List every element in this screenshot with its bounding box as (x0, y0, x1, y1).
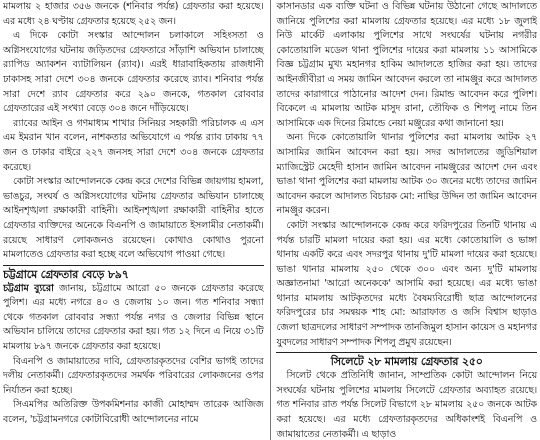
right-paragraph-3: কোটা সংস্কার আন্দোলনকে কেন্দ্র করে ফরিদপুরের তিনটি থানায় এ পর্যন্ত চারটি মামলা দায়ের করা হয়। এর মধ্যে কোতোয়ালি ও ভাঙ্গা থানায় একটি করে এবং সদরপুর থানায় দু'টি মামলা দায়ের করা হয়েছে। ভাঙা থানার মামলায় ২৫০ থেকে ৩০০ এবং অন্য দু'টি মামলায় অজ্ঞাতনামা 'আরো অনেককে' আসামি করা হয়েছে। এর মধ্যে ভাঙা থানার মামলায় আটকৃতদের মধ্যে বৈষম্যবিরোধী ছাত্র আন্দোলনের ফরিদপুরের চার সমন্বয়ক শাহ মো: আরাফাত ও জসি বিশ্বাস ছাড়াও জেলা ছাত্রদলের সাধারণ সম্পাদক তানজিমুল হাসান কায়েস ও মহানগর যুবদলের সাধারণ সম্পাদক শিপলু প্রমুখ রয়েছেন। (276, 219, 537, 348)
column-divider (270, 0, 271, 440)
section-paragraph-2: বিএনপি ও জামায়াতের দাবি, গ্রেফতারকৃতদের বেশির ভাগই তাদের দলীয় নেতাকর্মী। গ্রেফতারকৃতদের সমর্থক পরিবারের লোকজনের ওপর নির্যাতন করা হচ্ছে। (3, 355, 264, 396)
section-heading-chattogram: চট্টগ্রামে গ্রেফতার বেড়ে ৮৯৭ (3, 267, 129, 281)
section-paragraph-1 (3, 282, 264, 355)
section-paragraph-3: সিএমপির অতিরিক্ত উপকমিশনার কাজী মোহাম্মদ তারেক আজিজ বলেন, 'চট্টগ্রামনগরে কোটাবিরোধী আন্দোলনের নামে (3, 399, 264, 426)
dateline: চট্টগ্রাম ব্যুরো (3, 282, 54, 294)
right-paragraph-2: অন্য দিকে কোতোয়ালি থানার পুলিশের করা মামলায় আটক ২৭ আসামির জামিন আবেদন করা হয়। সদর আদালতের জুডিশিয়াল ম্যাজিস্ট্রেট মেহেদী হাসান জামিন আবেদন নামঞ্জুরের আদেশ দেন এবং ভাঙা থানা পুলিশের করা মামলায় আটক ৩০ জনের মধ্যে তাদের জামিন আবেদন করলে আদালত বিচারক মো: নাছির উদ্দিন তা জামিন আবেদন নামঞ্জুর করেন। (276, 132, 537, 217)
left-paragraph-4: কোটা সংস্কার আন্দোলনকে কেন্দ্র করে দেশের বিভিন্ন জায়গায় হামলা, ভাঙচুর, সংঘর্ষ ও অগ্নিসংযোগের ঘটনায় গ্রেফতার অভিযান চালাচ্ছে আইনশৃঙ্খলা রক্ষাকারী বাহিনী। আইনশৃঙ্খলা রক্ষাকারী বাহিনীর হাতে গ্রেফতার ব্যক্তিদের অনেকে বিএনপি ও জামায়াতে ইসলামীর নেতাকর্মী। রয়েছে সাধারণ লোকজনও রয়েছেন। কোথাও কোথাও পুরনো মামলাতেও গ্রেফতার করা হচ্ছে বলে অভিযোগ পাওয়া গেছে। (3, 176, 264, 261)
section-rule-right (276, 352, 537, 353)
section-heading-sylhet: সিলেটে ২৮ মামলায় গ্রেফতার ২৫০ (330, 355, 483, 369)
left-column (3, 0, 268, 440)
left-paragraph-1: মামলায় ২ হাজার ৩৫৬ জনকে (শনিবার পর্যন্ত) গ্রেফতার করা হয়েছে। এর মধ্যে ২৪ ঘণ্টায় গ্রেফতার হয়েছে ২৫২ জন। (3, 1, 264, 27)
left-paragraph-2: এ দিকে কোটা সংস্কার আন্দোলন চলাকালে সহিংসতা ও অগ্নিসংযোগের ঘটনায় জড়িতদের গ্রেফতারে সাঁড়াশি অভিযান চালাচ্ছে র‍্যাপিড অ্যাকশন ব্যাটালিয়ন (র‍্যাব)। এরই ধারাবাহিকতায় রাজধানী ঢাকাসহ সারা দেশে ৩০৪ জনকে গ্রেফতার করেছে র‍্যাব। শনিবার পর্যন্ত সারা দেশে র‍্যাব গ্রেফতার করে ২৯০ জনকে, গতকাল রোববার গ্রেফতারের এই সংখ্যা বেড়ে ৩০৪ জনে দাঁড়িয়েছে। (3, 30, 264, 115)
right-paragraph-1: কাসানডার এক ব্যক্তি ঘটনা ও বিভিন্ন ঘটনায় উঠানো গেছে আদালতে জানিয়ে পুলিশের করা মামলায় গ্রেফতার হয়েছে। এর মধ্যে ১৮ জুলাই নিউ মার্কেট এলাকায় পুলিশের সাথে সংঘর্ষের ঘটনায় নগরীর কোতোয়ালি মডেল থানা পুলিশের দায়ের করা মামলায় ১১ আসামিকে বিজ্ঞ চট্টগ্রাম মুখ্য মহানগর হাকিম আদালতে হাজির করা হয়। তাদের আইনজীবীরা এ সময় জামিন আবেদন করলে তা নামঞ্জুর করে আদালত তাদের কারাগারে পাঠানোর আদেশ দেন। রিমান্ড আবেদন করে পুলিশ। বিকেলে এ মামলায় আটক মাসুদ রানা, তৌফিক ও শিপলু নামে তিন আসামিকে এক দিনের রিমান্ডে নেয়া মঞ্জুরের কথা জানানো হয়। (276, 1, 537, 129)
left-paragraph-3: র‍্যাবের আইন ও গণমাধ্যম শাখার সিনিয়র সহকারী পরিচালক এ এস এম ইমরান খান বলেন, নাশকতার অভিযোগে এ পর্যন্ত র‍্যাব ঢাকায় ৭৭ জন ও ঢাকার বাইরে ২২৭ জনসহ সারা দেশে ৩০৪ জনকে গ্রেফতার করেছে। (3, 117, 264, 173)
section-paragraph-1-text: জানায়, চট্টগ্রামে আরো ৫০ জনকে গ্রেফতার করেছে পুলিশ। এর মধ্যে নগরে ৪০ ও জেলায় ১০ জন। গত শনিবার সন্ধ্যা থেকে গতকাল রোববার সন্ধ্যা পর্যন্ত নগর ও জেলার বিভিন্ন স্থানে অভিযান চালিয়ে তাদের গ্রেফতার করা হয়। গত ১২ দিনে এ নিয়ে ৩১টি মামলায় ৮৯৭ জনকে গ্রেফতার করা হয়েছে। (3, 282, 264, 353)
right-section-paragraph-1: সিলেট থেকে প্রতিনিধি জানান, সাম্প্রতিক কোটা আন্দোলন নিয়ে সংঘর্ষের ঘটনায় পুলিশের মামলায় সিলেটে গ্রেফতার অব্যাহত রয়েছে। গত শনিবার রাত পর্যন্ত সিলেট বিভাগে ২৮ মামলায় ২৫০ জনকে আটক করা হয়েছে। এর মধ্যে গ্রেফতারকৃতদের অধিকাংশই বিএনপি ও জামায়াতের নেতাকর্মী। এ ছাড়াও (276, 370, 537, 440)
right-column (272, 0, 537, 440)
section-rule (3, 265, 264, 266)
